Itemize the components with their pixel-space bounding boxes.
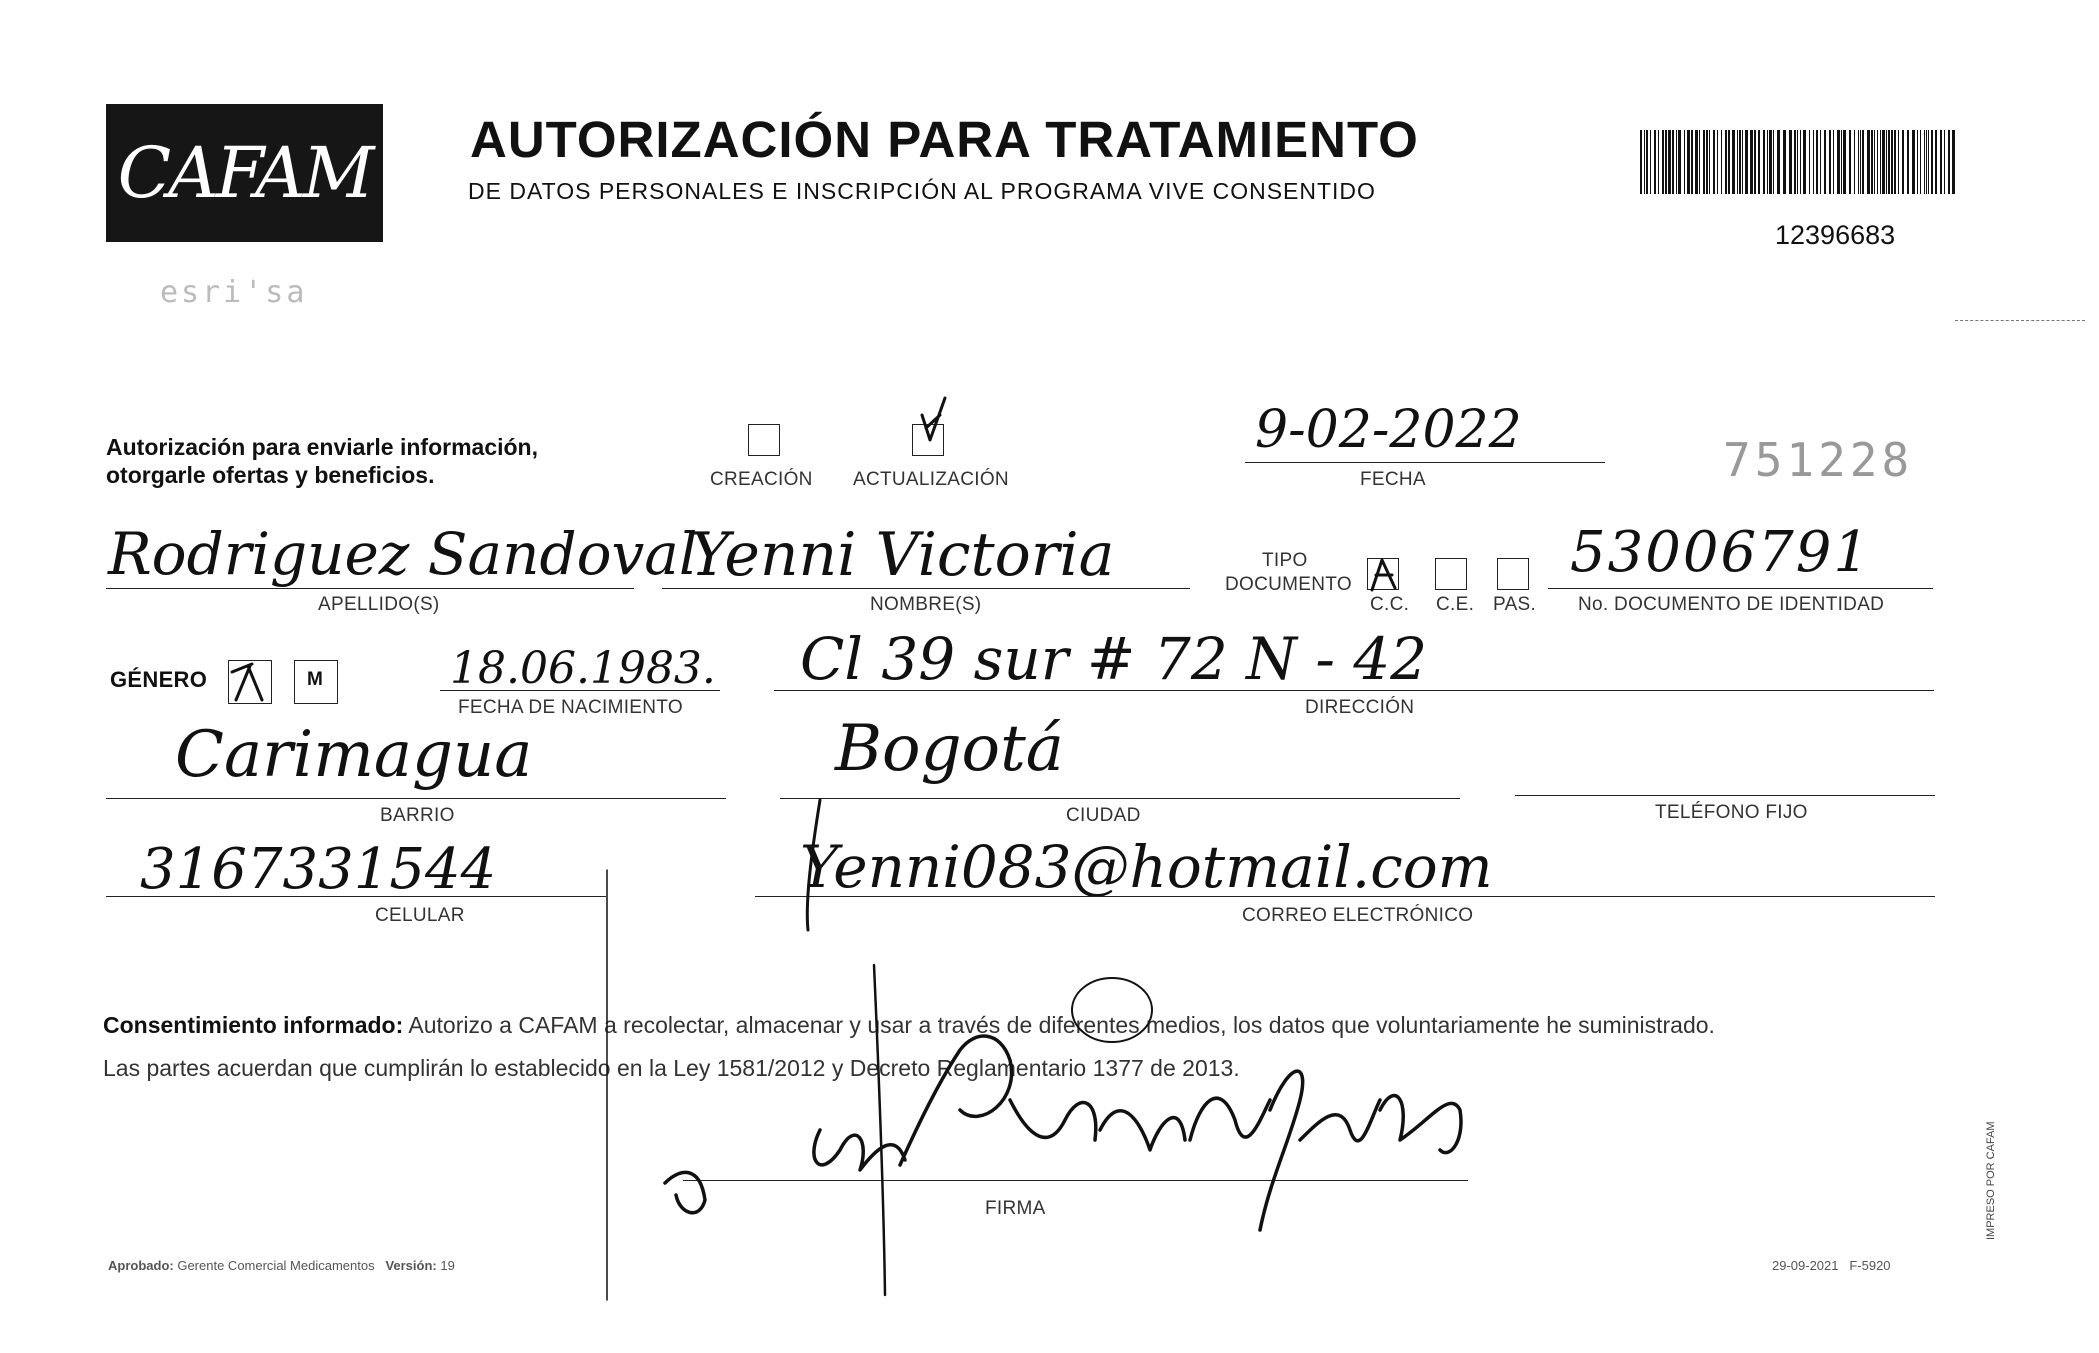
name-value[interactable]: Yenni Victoria [690,520,1115,590]
birth-label: FECHA DE NACIMIENTO [458,697,683,718]
doc-type-label-2: DOCUMENTO [1225,574,1352,595]
surname-label: APELLIDO(S) [318,594,440,615]
address-label: DIRECCIÓN [1305,697,1415,718]
creation-label: CREACIÓN [710,469,813,490]
barrio-label: BARRIO [380,805,455,826]
mobile-value[interactable]: 3167331544 [140,837,497,902]
gender-label: GÉNERO [110,667,208,692]
logo-text: CAFAM [117,132,372,214]
gender-m-label: M [307,669,324,690]
cc-checkmark [1372,560,1395,590]
doc-number-value[interactable]: 53006791 [1570,520,1872,585]
mobile-label: CELULAR [375,905,465,926]
ce-label: C.E. [1436,594,1475,615]
signature-loop [1072,978,1152,1042]
approved-value: Gerente Comercial Medicamentos [177,1258,375,1273]
vertical-pen-stroke-1 [607,870,608,1300]
vertical-print-mark: IMPRESO POR CAFAM [1985,1121,1997,1240]
vertical-pen-stroke-3 [807,800,820,930]
form-subtitle: DE DATOS PERSONALES E INSCRIPCIÓN AL PROGRAMA VIVE CONSENTIDO [468,178,1376,204]
cc-label: C.C. [1370,594,1410,615]
email-label: CORREO ELECTRÓNICO [1242,905,1474,926]
barcode-number: 12396683 [1775,220,1896,250]
approved-label: Aprobado: [108,1258,174,1273]
faded-stamp: esri'sa [160,275,308,310]
phone-label: TELÉFONO FIJO [1655,802,1808,823]
gender-f-checkmark [232,664,262,700]
authorization-line-1: Autorización para enviarle información, [106,434,538,460]
doc-type-label-1: TIPO [1262,550,1308,571]
version-value: 19 [440,1258,455,1273]
authorization-line-2: otorgarle ofertas y beneficios. [106,462,435,488]
surname-value[interactable]: Rodriguez Sandoval [108,520,698,588]
consent-text-1: Autorizo a CAFAM a recolectar, almacenar y usar a través de diferentes medios, los datos que voluntariamente he suministrado. [408,1012,1715,1038]
signature-label: FIRMA [985,1198,1046,1219]
pas-label: PAS. [1493,594,1537,615]
update-checkmark [922,398,945,440]
birth-value[interactable]: 18.06.1983. [450,643,716,694]
form-title: AUTORIZACIÓN PARA TRATAMIENTO [470,111,1419,168]
barrio-value[interactable]: Carimagua [175,718,533,792]
city-label: CIUDAD [1066,805,1141,826]
version-label: Versión: [385,1258,437,1273]
signature-stroke [665,1036,1461,1230]
update-label: ACTUALIZACIÓN [853,469,1009,490]
name-label: NOMBRE(S) [870,594,982,615]
date-value[interactable]: 9-02-2022 [1255,400,1522,460]
consent-text-2: Las partes acuerdan que cumplirán lo establecido en la Ley 1581/2012 y Decreto Reglamentario 1377 de 2013. [103,1055,1240,1081]
address-value[interactable]: Cl 39 sur # 72 N - 42 [800,625,1428,693]
email-value[interactable]: Yenni083@hotmail.com [800,833,1493,901]
consent-heading: Consentimiento informado: [103,1012,404,1038]
footer-date: 29-09-2021 [1772,1258,1839,1273]
form-code: F-5920 [1849,1258,1891,1273]
date-label: FECHA [1360,469,1426,490]
record-number: 751228 [1723,433,1914,487]
doc-number-label: No. DOCUMENTO DE IDENTIDAD [1578,594,1885,615]
vertical-pen-stroke-2 [874,965,885,1295]
city-value[interactable]: Bogotá [835,712,1064,786]
